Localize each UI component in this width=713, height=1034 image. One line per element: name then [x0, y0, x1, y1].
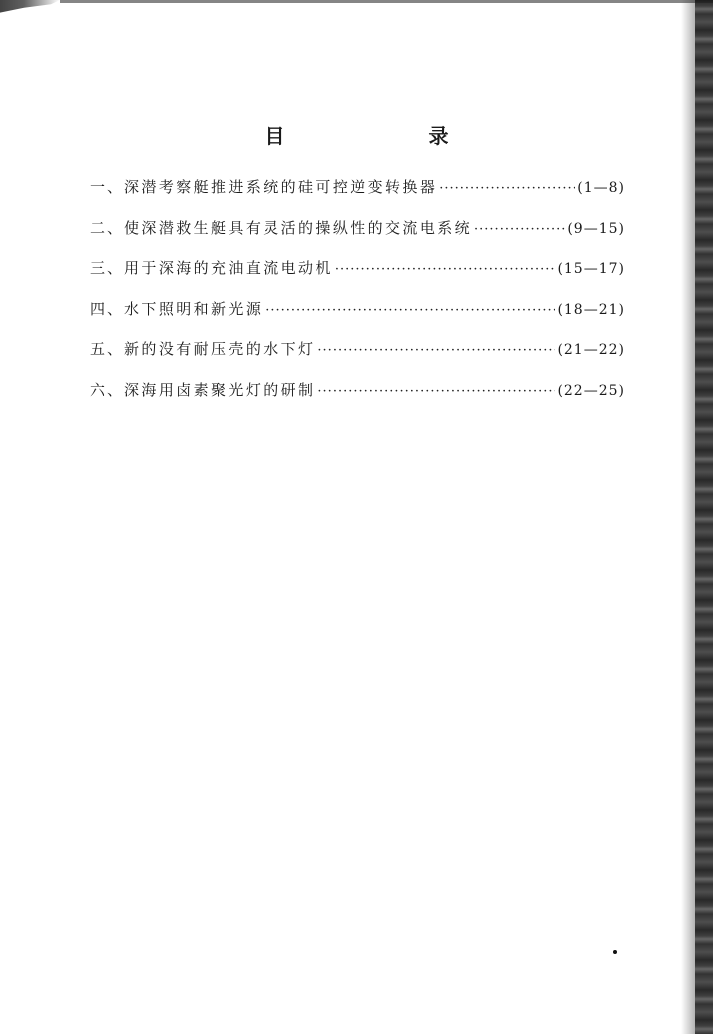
toc-entry-title: 新的没有耐压壳的水下灯	[124, 340, 316, 358]
toc-dot-leader	[474, 222, 565, 237]
toc-entry-title: 水下照明和新光源	[124, 299, 264, 318]
toc-entry-title: 使深潜救生艇具有灵活的操纵性的交流电系统	[124, 218, 473, 237]
toc-entry-2	[90, 217, 625, 241]
toc-entry-1	[90, 176, 625, 200]
toc-entry-number: 二、	[90, 218, 125, 237]
page-title: 目 录	[264, 124, 511, 148]
scan-artifact-top-left	[0, 0, 60, 14]
scan-shadow-right	[681, 0, 695, 1034]
toc-dot-leader	[335, 262, 556, 277]
toc-entry-number: 三、	[90, 259, 125, 277]
toc-dot-leader	[317, 384, 555, 399]
toc-dot-leader	[265, 303, 555, 318]
toc-entry-pages: (15—17)	[557, 261, 625, 277]
toc-entry-4	[90, 298, 625, 322]
toc-entry-title: 深潜考察艇推进系统的硅可控逆变转换器	[124, 178, 438, 196]
toc-entry-number: 六、	[90, 380, 125, 399]
toc-entry-pages: (22—25)	[557, 382, 625, 399]
toc-dot-leader	[317, 343, 555, 358]
table-of-contents	[90, 176, 625, 419]
toc-dot-leader	[439, 181, 575, 196]
toc-entry-number: 四、	[90, 299, 125, 318]
toc-entry-3	[90, 257, 625, 281]
toc-entry-5	[90, 338, 625, 362]
toc-entry-pages: (9—15)	[567, 220, 625, 237]
scan-artifact-top-edge	[60, 0, 713, 3]
toc-entry-title: 深海用卤素聚光灯的研制	[124, 380, 316, 399]
toc-entry-number: 一、	[90, 178, 125, 196]
toc-entry-pages: (18—21)	[557, 301, 625, 318]
scan-dust-dot	[613, 950, 617, 954]
toc-entry-pages: (1—8)	[577, 180, 625, 196]
toc-entry-title: 用于深海的充油直流电动机	[124, 259, 333, 277]
scan-artifact-right-edge	[695, 0, 713, 1034]
toc-entry-number: 五、	[90, 340, 125, 358]
toc-entry-pages: (21—22)	[557, 342, 625, 358]
toc-entry-6	[90, 379, 625, 403]
